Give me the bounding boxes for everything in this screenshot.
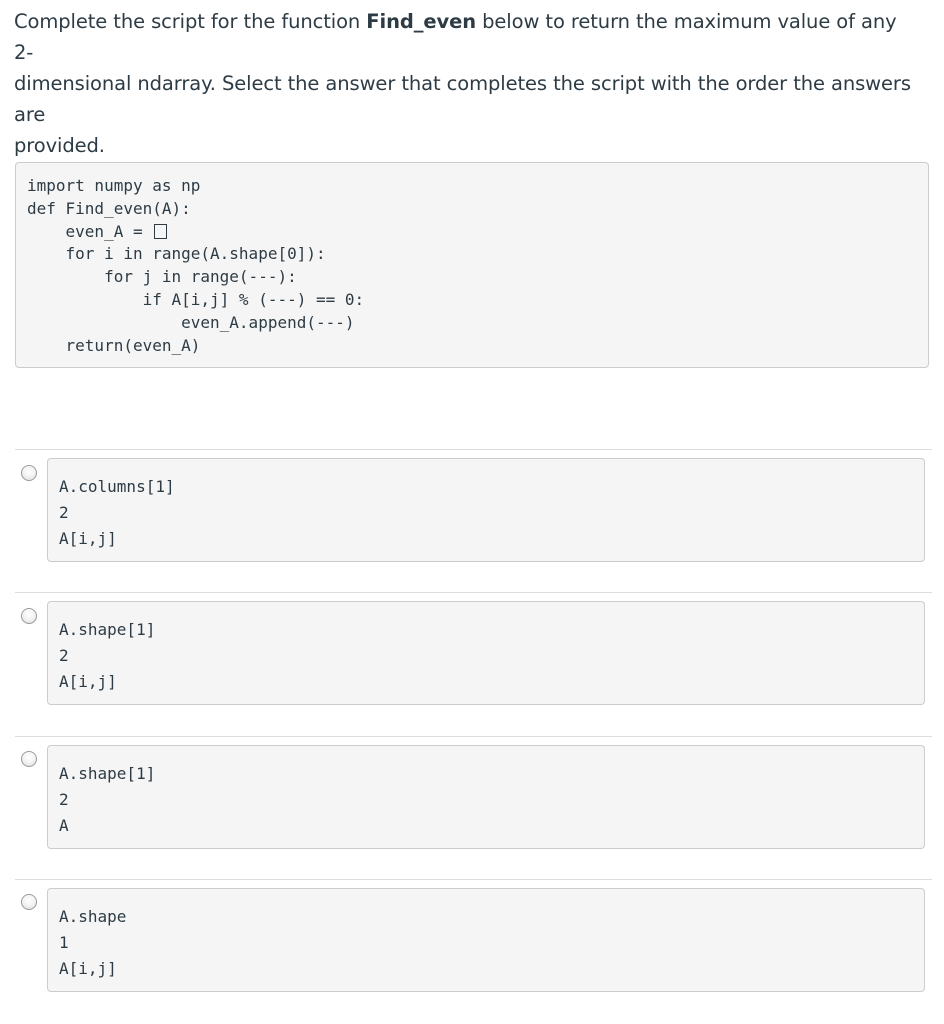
option-divider — [15, 879, 932, 880]
option-3-line-2: 2 — [59, 790, 69, 809]
code-line-1: import numpy as np — [27, 176, 201, 195]
option-4-answer[interactable] — [47, 888, 925, 992]
code-line-2: def Find_even(A): — [27, 198, 191, 218]
option-2-radio[interactable] — [21, 608, 37, 624]
option-1-answer[interactable] — [47, 458, 925, 562]
option-4-radio[interactable] — [21, 894, 37, 910]
option-2-line-1: A.shape[1] — [59, 620, 156, 639]
option-1-line-3: A[i,j] — [59, 529, 117, 548]
option-3-line-1: A.shape[1] — [59, 764, 156, 783]
code-line-4: for i in range(A.shape[0]): — [27, 244, 326, 264]
option-3-line-3: A — [59, 816, 69, 835]
option-1-radio[interactable] — [21, 465, 37, 481]
code-listing — [27, 175, 364, 357]
code-block — [15, 162, 929, 368]
option-divider — [15, 449, 932, 450]
option-4-line-1: A.shape — [59, 907, 127, 926]
option-2-line-3: A[i,j] — [59, 672, 117, 691]
code-line-5: for j in range(---): — [27, 267, 297, 287]
question-prompt — [14, 6, 914, 161]
option-3-radio[interactable] — [21, 751, 37, 767]
option-2-answer[interactable] — [47, 601, 925, 705]
option-1-line-1: A.columns[1] — [59, 477, 175, 496]
option-divider — [15, 592, 932, 593]
code-line-7: even_A.append(---) — [27, 312, 355, 332]
question-text-part: Complete the script for the function — [14, 10, 367, 33]
question-text-part: below to return the maximum value of any 2- — [14, 10, 897, 64]
question-line-3: provided. — [14, 134, 105, 157]
code-line-3 — [27, 221, 364, 244]
empty-list-box-icon — [154, 224, 167, 239]
option-4-line-2: 1 — [59, 933, 69, 952]
code-line-8: return(even_A) — [27, 335, 201, 355]
code-line-3-text: even_A = — [27, 221, 153, 241]
option-4-line-3: A[i,j] — [59, 959, 117, 978]
option-2-line-2: 2 — [59, 646, 69, 665]
option-divider — [15, 736, 932, 737]
option-1-line-2: 2 — [59, 503, 69, 522]
question-line-2: dimensional ndarray. Select the answer that completes the script with the order the answers are — [14, 72, 911, 126]
question-line-1 — [14, 6, 914, 68]
function-name: Find_even — [366, 10, 477, 33]
code-line-6: if A[i,j] % (---) == 0: — [27, 289, 365, 309]
option-3-answer[interactable] — [47, 745, 925, 849]
